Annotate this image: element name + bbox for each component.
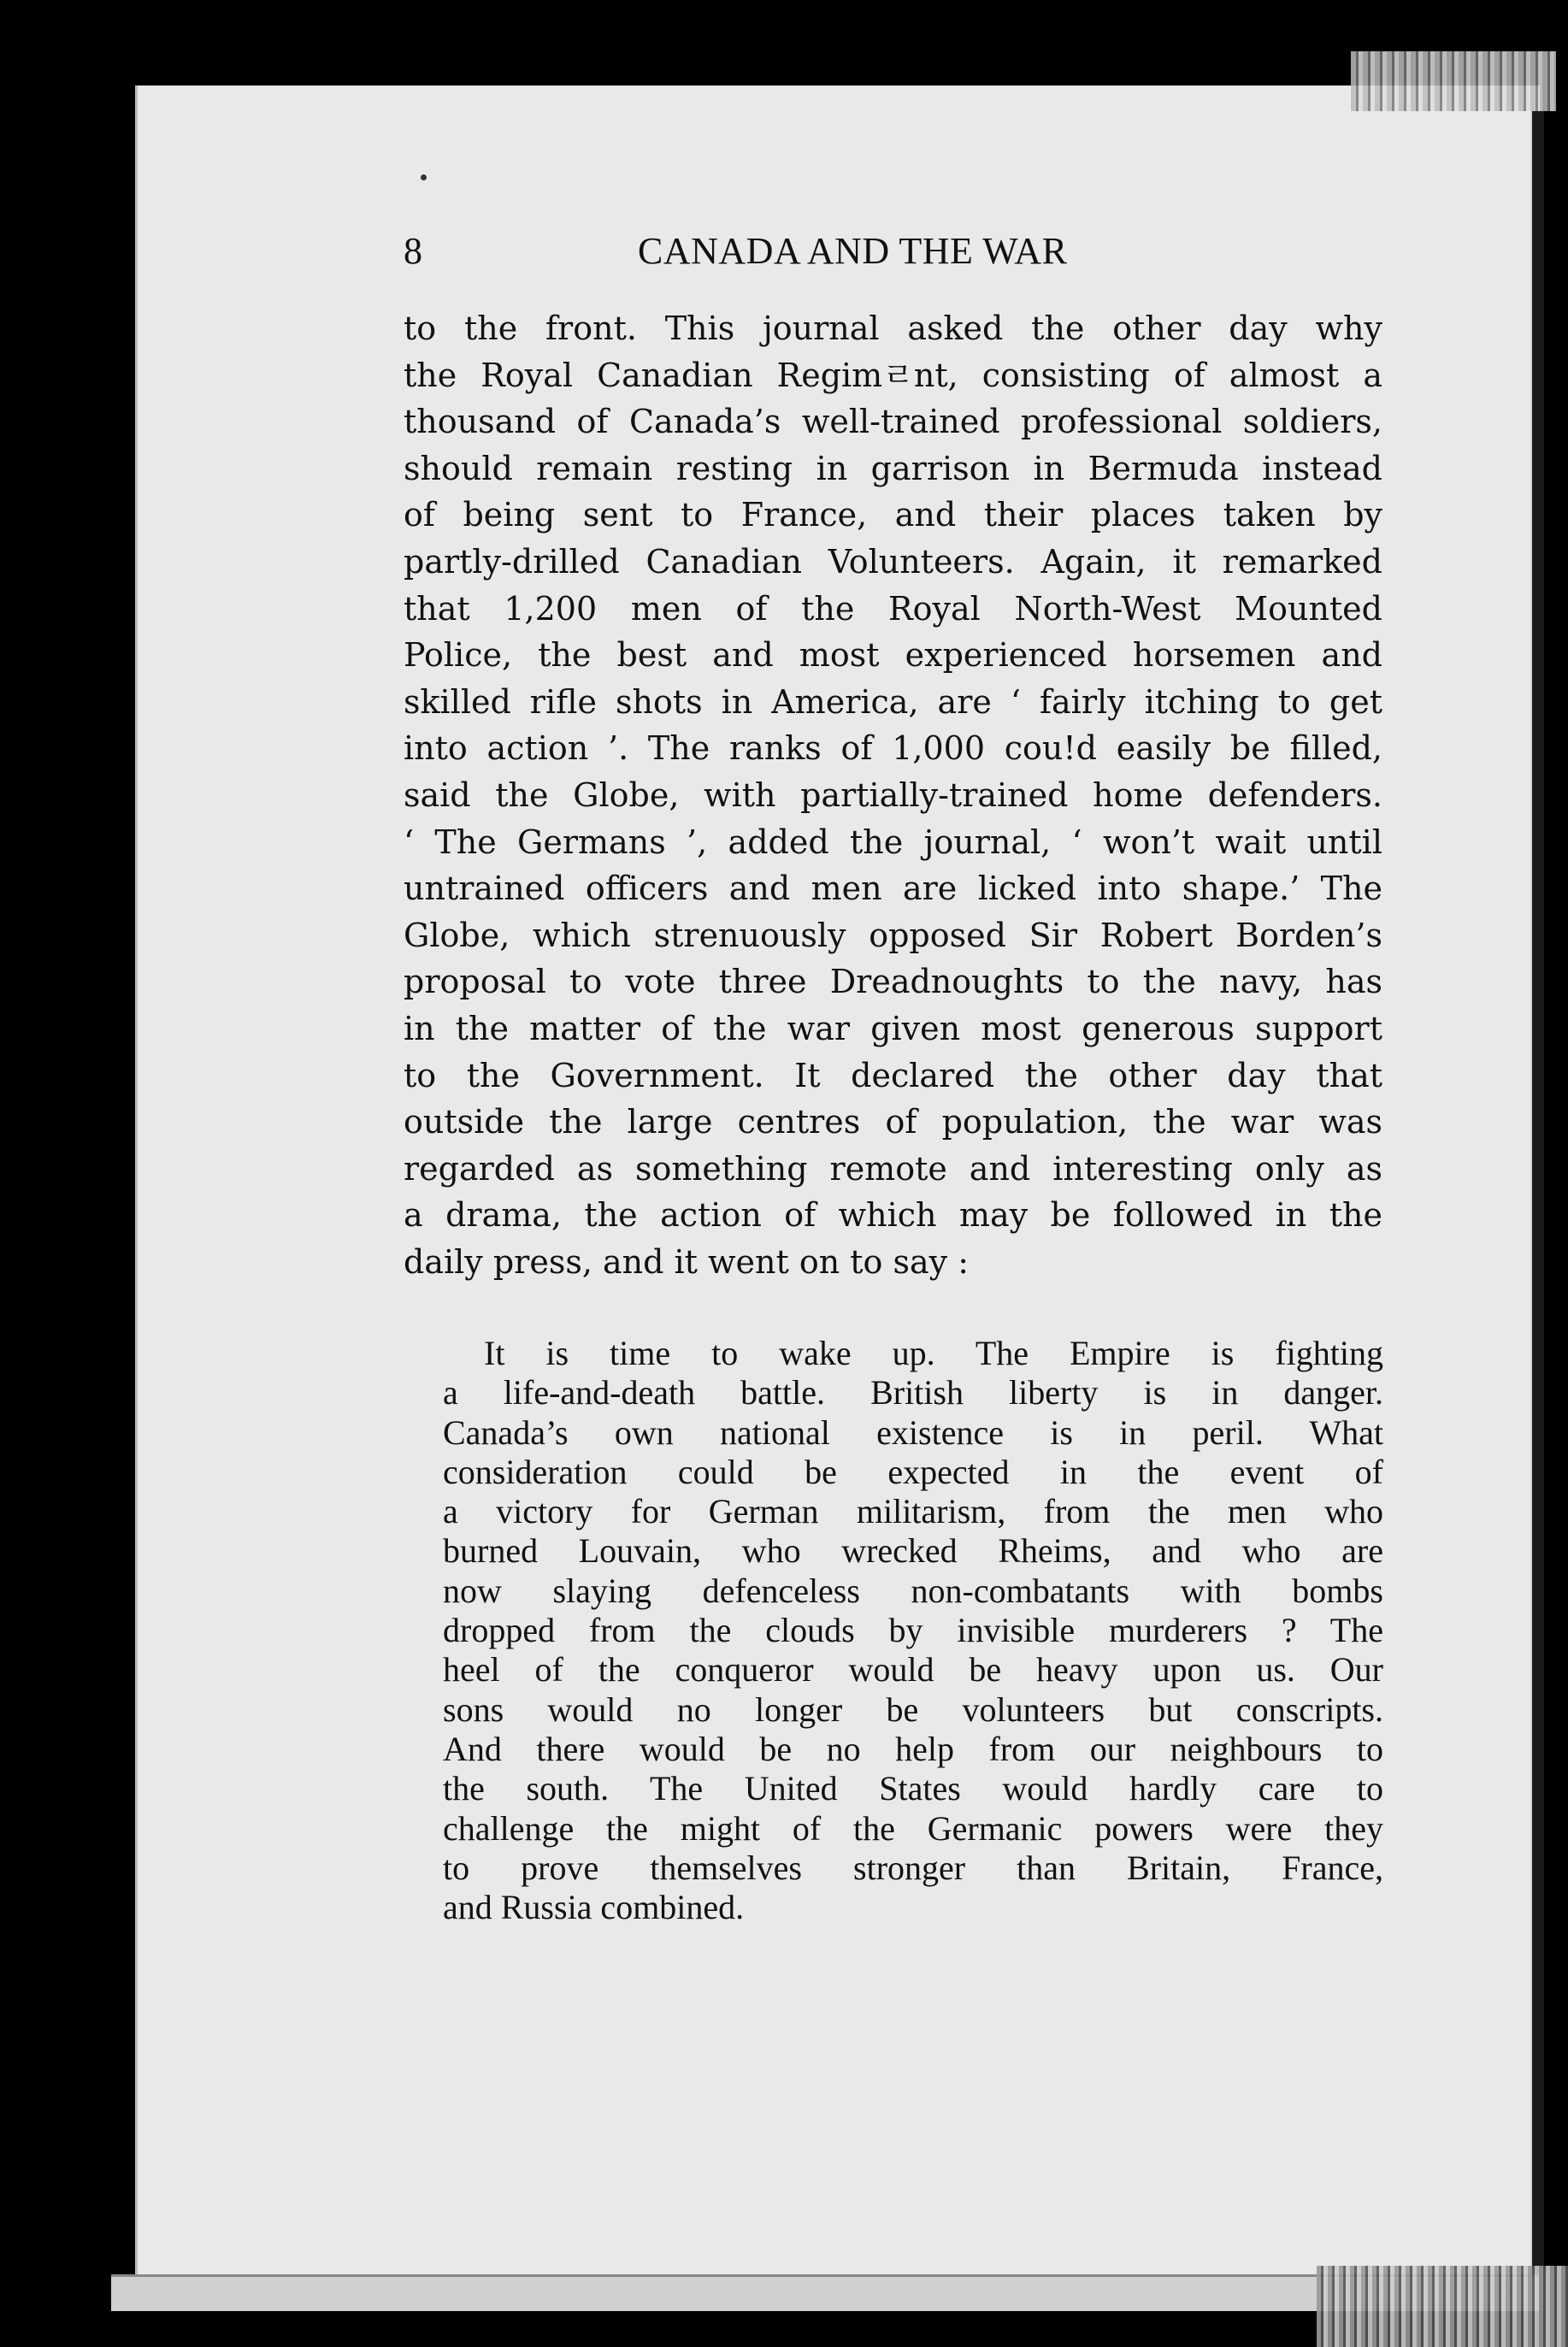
scan-artifact-top-right [1351,51,1556,111]
quote-line: consideration could be expected in the event of [443,1452,1383,1491]
quote-line: to prove themselves stronger than Britain, France, [443,1848,1383,1887]
quote-line: And there would be no help from our neighbours to [443,1729,1383,1768]
quote-line: now slaying defenceless non-combatants with bombs [443,1571,1383,1610]
body-line: should remain resting in garrison in Bermuda instead [404,449,1382,487]
body-paragraph [404,305,1382,1285]
body-line: to the Government. It declared the other day that [404,1056,1382,1094]
body-line: thousand of Canada’s well-trained professional soldiers, [404,403,1382,441]
page-edge-shadow [1530,111,1544,2300]
body-line: ‘ The Germans ’, added the journal, ‘ won’t wait until [404,823,1382,861]
body-line: untrained officers and men are licked into shape.’ The [404,870,1382,908]
quote-line: and Russia combined. [443,1888,745,1927]
body-line: that 1,200 men of the Royal North-West Mounted [404,589,1382,628]
body-line: daily press, and it went on to say : [404,1242,970,1281]
running-title: CANADA AND THE WAR [638,230,1068,272]
body-line: a drama, the action of which may be followed in the [404,1196,1382,1235]
body-line: partly-drilled Canadian Volunteers. Again, it remarked [404,542,1382,581]
quote-line: burned Louvain, who wrecked Rheims, and who are [443,1531,1383,1571]
body-line: skilled rifle shots in America, are ‘ fairly itching to get [404,682,1382,721]
quote-line: a life-and-death battle. British liberty is in danger. [443,1373,1383,1412]
quote-line: Canada’s own national existence is in peril. What [443,1412,1383,1452]
quote-line: challenge the might of the Germanic powers were they [443,1808,1383,1848]
quote-line: sons would no longer be volunteers but conscripts. [443,1689,1383,1729]
body-line: regarded as something remote and interesting only as [404,1149,1382,1188]
body-line: of being sent to France, and their places taken by [404,496,1382,534]
page-number: 8 [404,230,423,272]
quote-line: a victory for German militarism, from the men who [443,1492,1383,1531]
body-line: Globe, which strenuously opposed Sir Robert Borden’s [404,916,1382,954]
block-quote [443,1334,1383,1927]
scan-artifact-bottom-right [1317,2266,1568,2347]
speck-mark [421,174,427,180]
body-line: said the Globe, with partially-trained home defenders. [404,775,1382,814]
body-line: the Royal Canadian Regimㄹnt, consisting of almost a [404,356,1382,394]
body-line: proposal to vote three Dreadnoughts to the navy, has [404,963,1382,1001]
quote-line: the south. The United States would hardly care to [443,1769,1383,1808]
body-line: outside the large centres of population, the war was [404,1103,1382,1141]
quote-line: heel of the conqueror would be heavy upon us. Our [443,1650,1383,1689]
quote-line: dropped from the clouds by invisible murderers ? The [443,1611,1383,1650]
body-line: in the matter of the war given most generous support [404,1009,1382,1047]
page-header [404,229,1156,280]
body-line: into action ’. The ranks of 1,000 cou!d easily be filled, [404,729,1382,768]
body-line: to the front. This journal asked the other day why [404,310,1382,347]
body-line: Police, the best and most experienced horsemen and [404,636,1382,675]
quote-line: It is time to wake up. The Empire is fighting [484,1334,1383,1372]
